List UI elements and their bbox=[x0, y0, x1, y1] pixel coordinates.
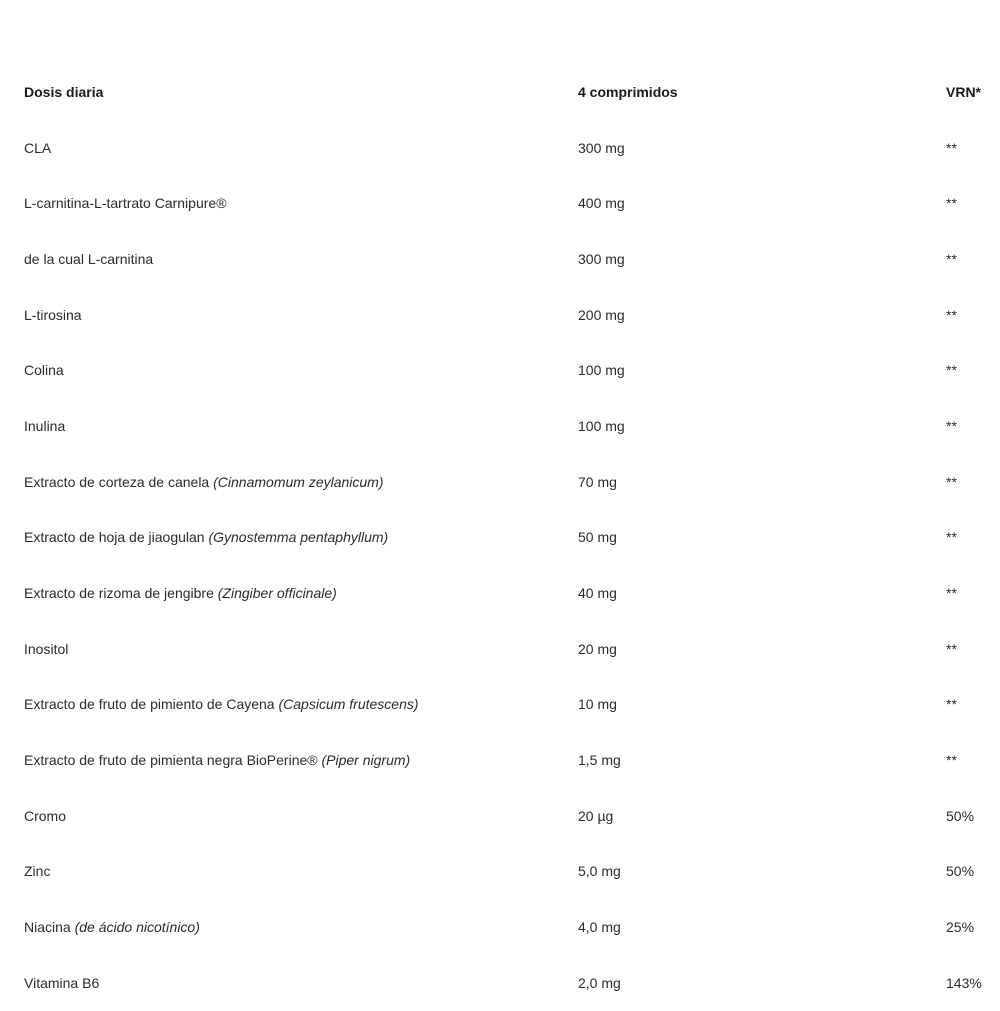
ingredient-vrn: ** bbox=[946, 195, 957, 212]
ingredient-vrn: ** bbox=[946, 640, 957, 657]
ingredient-vrn: ** bbox=[946, 417, 957, 434]
ingredient-name: Vitamina B6 bbox=[24, 974, 100, 991]
table-row bbox=[0, 231, 1000, 287]
ingredient-vrn: ** bbox=[946, 250, 957, 267]
ingredient-vrn: ** bbox=[946, 529, 957, 546]
ingredient-vrn: ** bbox=[946, 752, 957, 769]
header-amount: 4 comprimidos bbox=[578, 83, 678, 100]
table-row bbox=[0, 788, 1000, 844]
ingredient-name: Extracto de fruto de pimienta negra BioPerine® (Piper nigrum) bbox=[24, 752, 411, 769]
nutrition-table bbox=[0, 64, 1000, 1011]
ingredient-vrn: 25% bbox=[946, 919, 975, 936]
ingredient-vrn: 143% bbox=[946, 974, 982, 991]
table-row bbox=[0, 120, 1000, 176]
table-row bbox=[0, 175, 1000, 231]
table-row bbox=[0, 899, 1000, 955]
ingredient-vrn: ** bbox=[946, 696, 957, 713]
ingredient-amount: 4,0 mg bbox=[578, 919, 621, 936]
table-row bbox=[0, 510, 1000, 566]
latin-name: (Zingiber officinale) bbox=[217, 585, 337, 602]
latin-name: (Gynostemma pentaphyllum) bbox=[208, 529, 389, 546]
ingredient-vrn: ** bbox=[946, 473, 957, 490]
ingredient-amount: 20 mg bbox=[578, 640, 617, 657]
table-row bbox=[0, 342, 1000, 398]
ingredient-name: Inositol bbox=[24, 640, 69, 657]
ingredient-name: Inulina bbox=[24, 417, 66, 434]
latin-name: (de ácido nicotínico) bbox=[74, 919, 200, 936]
table-row bbox=[0, 677, 1000, 733]
table-row bbox=[0, 621, 1000, 677]
ingredient-vrn: ** bbox=[946, 362, 957, 379]
ingredient-amount: 70 mg bbox=[578, 473, 617, 490]
header-dosis-diaria: Dosis diaria bbox=[24, 83, 104, 100]
ingredient-name: Zinc bbox=[24, 863, 51, 880]
ingredient-name: Colina bbox=[24, 362, 64, 379]
ingredient-amount: 300 mg bbox=[578, 139, 625, 156]
ingredient-amount: 200 mg bbox=[578, 306, 625, 323]
ingredient-amount: 100 mg bbox=[578, 362, 625, 379]
ingredient-vrn: ** bbox=[946, 585, 957, 602]
table-row bbox=[0, 844, 1000, 900]
table-row bbox=[0, 454, 1000, 510]
latin-name: (Piper nigrum) bbox=[321, 752, 411, 769]
ingredient-vrn: ** bbox=[946, 306, 957, 323]
ingredient-amount: 2,0 mg bbox=[578, 974, 621, 991]
ingredient-amount: 5,0 mg bbox=[578, 863, 621, 880]
ingredient-amount: 300 mg bbox=[578, 250, 625, 267]
ingredient-vrn: ** bbox=[946, 139, 957, 156]
ingredient-amount: 10 mg bbox=[578, 696, 617, 713]
ingredient-amount: 40 mg bbox=[578, 585, 617, 602]
table-row bbox=[0, 565, 1000, 621]
ingredient-name: CLA bbox=[24, 139, 52, 156]
ingredient-name: L-carnitina-L-tartrato Carnipure® bbox=[24, 195, 227, 212]
ingredient-name: de la cual L-carnitina bbox=[24, 250, 154, 267]
ingredient-name: Cromo bbox=[24, 807, 67, 824]
header-vrn: VRN* bbox=[946, 83, 982, 100]
ingredient-name: Extracto de hoja de jiaogulan (Gynostemma pentaphyllum) bbox=[24, 529, 389, 546]
ingredient-amount: 50 mg bbox=[578, 529, 617, 546]
ingredient-amount: 20 µg bbox=[578, 807, 614, 824]
table-row bbox=[0, 955, 1000, 1011]
table-header-row bbox=[0, 64, 1000, 120]
ingredient-name: Niacina (de ácido nicotínico) bbox=[24, 919, 200, 936]
table-row bbox=[0, 398, 1000, 454]
ingredient-amount: 100 mg bbox=[578, 417, 625, 434]
ingredient-vrn: 50% bbox=[946, 807, 975, 824]
latin-name: (Cinnamomum zeylanicum) bbox=[213, 473, 384, 490]
ingredient-amount: 400 mg bbox=[578, 195, 625, 212]
ingredient-vrn: 50% bbox=[946, 863, 975, 880]
table-row bbox=[0, 732, 1000, 788]
ingredient-name: Extracto de fruto de pimiento de Cayena (Capsicum frutescens) bbox=[24, 696, 419, 713]
ingredient-name: Extracto de corteza de canela (Cinnamomum zeylanicum) bbox=[24, 473, 384, 490]
latin-name: (Capsicum frutescens) bbox=[278, 696, 419, 713]
ingredient-name: L-tirosina bbox=[24, 306, 82, 323]
table-row bbox=[0, 287, 1000, 343]
ingredient-name: Extracto de rizoma de jengibre (Zingiber officinale) bbox=[24, 585, 337, 602]
ingredient-amount: 1,5 mg bbox=[578, 752, 621, 769]
